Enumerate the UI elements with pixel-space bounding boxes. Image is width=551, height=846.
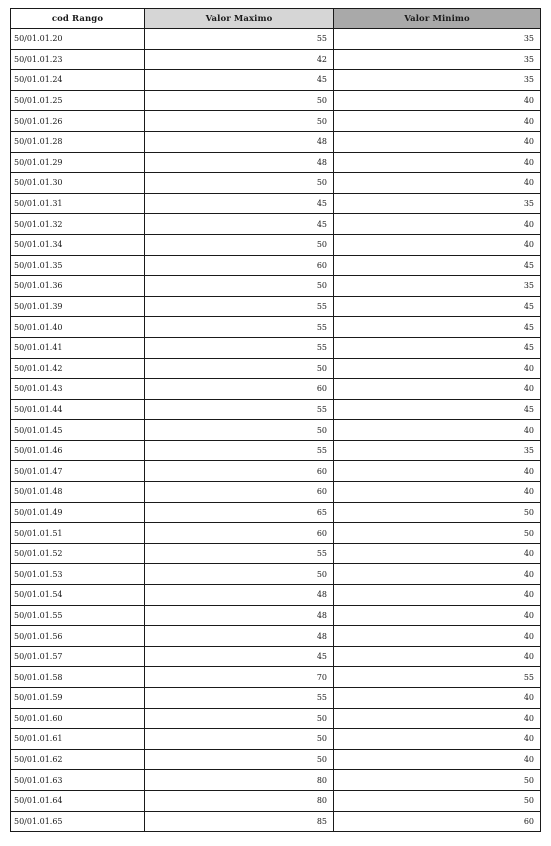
cell-valor-minimo: 50: [334, 790, 541, 811]
cell-valor-minimo: 40: [334, 585, 541, 606]
cell-cod-rango: 50/01.01.57: [11, 646, 145, 667]
table-row: [11, 234, 541, 255]
cell-cod-rango: 50/01.01.46: [11, 440, 145, 461]
cell-valor-minimo: 40: [334, 234, 541, 255]
cell-valor-minimo: 40: [334, 420, 541, 441]
cell-valor-minimo: 40: [334, 543, 541, 564]
cell-valor-minimo: 50: [334, 502, 541, 523]
cell-cod-rango: 50/01.01.20: [11, 29, 145, 50]
cell-valor-minimo: 35: [334, 49, 541, 70]
cell-valor-maximo: 50: [145, 234, 334, 255]
document-page: [10, 8, 540, 832]
table-row: [11, 49, 541, 70]
cell-cod-rango: 50/01.01.23: [11, 49, 145, 70]
cell-valor-maximo: 60: [145, 255, 334, 276]
cell-cod-rango: 50/01.01.58: [11, 667, 145, 688]
cell-valor-minimo: 45: [334, 255, 541, 276]
cell-cod-rango: 50/01.01.30: [11, 173, 145, 194]
cell-valor-maximo: 50: [145, 749, 334, 770]
cell-cod-rango: 50/01.01.39: [11, 296, 145, 317]
table-row: [11, 255, 541, 276]
cell-valor-maximo: 48: [145, 152, 334, 173]
cell-valor-maximo: 45: [145, 70, 334, 91]
cell-cod-rango: 50/01.01.45: [11, 420, 145, 441]
table-row: [11, 29, 541, 50]
cell-valor-minimo: 40: [334, 111, 541, 132]
cell-cod-rango: 50/01.01.63: [11, 770, 145, 791]
cell-valor-maximo: 45: [145, 214, 334, 235]
cell-valor-minimo: 40: [334, 152, 541, 173]
table-row: [11, 90, 541, 111]
table-row: [11, 131, 541, 152]
cell-valor-minimo: 55: [334, 667, 541, 688]
cell-valor-minimo: 40: [334, 214, 541, 235]
table-row: [11, 111, 541, 132]
cell-valor-minimo: 40: [334, 358, 541, 379]
cell-valor-minimo: 40: [334, 131, 541, 152]
cell-cod-rango: 50/01.01.59: [11, 688, 145, 709]
cell-valor-maximo: 50: [145, 708, 334, 729]
cell-valor-minimo: 60: [334, 811, 541, 832]
cell-valor-maximo: 45: [145, 193, 334, 214]
cell-valor-maximo: 55: [145, 29, 334, 50]
cell-valor-minimo: 35: [334, 29, 541, 50]
cell-cod-rango: 50/01.01.52: [11, 543, 145, 564]
table-row: [11, 337, 541, 358]
cell-valor-maximo: 80: [145, 770, 334, 791]
cell-valor-minimo: 40: [334, 688, 541, 709]
cell-valor-maximo: 50: [145, 564, 334, 585]
cell-valor-minimo: 35: [334, 70, 541, 91]
table-row: [11, 688, 541, 709]
cell-valor-maximo: 48: [145, 605, 334, 626]
cell-cod-rango: 50/01.01.36: [11, 276, 145, 297]
table-body: [11, 29, 541, 832]
cell-valor-minimo: 40: [334, 646, 541, 667]
cell-valor-minimo: 50: [334, 770, 541, 791]
cell-cod-rango: 50/01.01.25: [11, 90, 145, 111]
cell-valor-maximo: 48: [145, 585, 334, 606]
cell-cod-rango: 50/01.01.53: [11, 564, 145, 585]
table-row: [11, 440, 541, 461]
cell-cod-rango: 50/01.01.32: [11, 214, 145, 235]
cell-valor-maximo: 70: [145, 667, 334, 688]
table-row: [11, 543, 541, 564]
cell-cod-rango: 50/01.01.34: [11, 234, 145, 255]
cell-cod-rango: 50/01.01.55: [11, 605, 145, 626]
cell-valor-maximo: 55: [145, 399, 334, 420]
cell-cod-rango: 50/01.01.40: [11, 317, 145, 338]
table-row: [11, 790, 541, 811]
cell-cod-rango: 50/01.01.24: [11, 70, 145, 91]
cell-cod-rango: 50/01.01.48: [11, 482, 145, 503]
table-row: [11, 358, 541, 379]
cell-cod-rango: 50/01.01.62: [11, 749, 145, 770]
cell-valor-minimo: 35: [334, 193, 541, 214]
table-row: [11, 482, 541, 503]
cell-valor-maximo: 50: [145, 358, 334, 379]
header-cod-rango: cod Rango: [11, 9, 145, 29]
table-row: [11, 811, 541, 832]
table-row: [11, 749, 541, 770]
cell-valor-minimo: 40: [334, 605, 541, 626]
cell-valor-maximo: 50: [145, 173, 334, 194]
table-row: [11, 646, 541, 667]
cell-cod-rango: 50/01.01.61: [11, 729, 145, 750]
cell-cod-rango: 50/01.01.65: [11, 811, 145, 832]
cell-valor-maximo: 42: [145, 49, 334, 70]
cell-valor-maximo: 85: [145, 811, 334, 832]
cell-valor-minimo: 45: [334, 337, 541, 358]
table-row: [11, 70, 541, 91]
cell-cod-rango: 50/01.01.28: [11, 131, 145, 152]
cell-cod-rango: 50/01.01.49: [11, 502, 145, 523]
cell-valor-minimo: 40: [334, 173, 541, 194]
range-table: [10, 8, 541, 832]
cell-valor-minimo: 40: [334, 729, 541, 750]
cell-cod-rango: 50/01.01.51: [11, 523, 145, 544]
cell-valor-maximo: 60: [145, 523, 334, 544]
cell-valor-maximo: 60: [145, 482, 334, 503]
table-row: [11, 502, 541, 523]
cell-valor-minimo: 40: [334, 626, 541, 647]
table-row: [11, 152, 541, 173]
cell-cod-rango: 50/01.01.56: [11, 626, 145, 647]
cell-valor-minimo: 35: [334, 276, 541, 297]
table-row: [11, 770, 541, 791]
cell-valor-maximo: 50: [145, 729, 334, 750]
cell-cod-rango: 50/01.01.44: [11, 399, 145, 420]
cell-valor-maximo: 55: [145, 337, 334, 358]
cell-valor-minimo: 45: [334, 399, 541, 420]
cell-valor-maximo: 50: [145, 90, 334, 111]
cell-valor-minimo: 40: [334, 708, 541, 729]
table-row: [11, 276, 541, 297]
table-row: [11, 605, 541, 626]
cell-valor-maximo: 48: [145, 131, 334, 152]
cell-valor-maximo: 60: [145, 461, 334, 482]
cell-cod-rango: 50/01.01.60: [11, 708, 145, 729]
cell-valor-maximo: 60: [145, 379, 334, 400]
cell-valor-minimo: 40: [334, 461, 541, 482]
table-header: [11, 9, 541, 29]
table-row: [11, 523, 541, 544]
table-row: [11, 667, 541, 688]
cell-valor-minimo: 45: [334, 296, 541, 317]
cell-cod-rango: 50/01.01.41: [11, 337, 145, 358]
table-row: [11, 564, 541, 585]
cell-valor-minimo: 50: [334, 523, 541, 544]
table-row: [11, 626, 541, 647]
cell-valor-minimo: 40: [334, 379, 541, 400]
cell-cod-rango: 50/01.01.64: [11, 790, 145, 811]
table-row: [11, 461, 541, 482]
cell-cod-rango: 50/01.01.42: [11, 358, 145, 379]
cell-valor-minimo: 45: [334, 317, 541, 338]
table-row: [11, 193, 541, 214]
cell-cod-rango: 50/01.01.29: [11, 152, 145, 173]
table-row: [11, 729, 541, 750]
header-valor-maximo: Valor Maximo: [145, 9, 334, 29]
cell-valor-minimo: 40: [334, 90, 541, 111]
cell-valor-minimo: 40: [334, 482, 541, 503]
table-row: [11, 379, 541, 400]
cell-valor-maximo: 55: [145, 317, 334, 338]
header-row: [11, 9, 541, 29]
cell-valor-maximo: 45: [145, 646, 334, 667]
cell-valor-maximo: 55: [145, 688, 334, 709]
table-row: [11, 585, 541, 606]
cell-valor-maximo: 55: [145, 296, 334, 317]
cell-valor-maximo: 50: [145, 111, 334, 132]
cell-valor-maximo: 80: [145, 790, 334, 811]
table-row: [11, 399, 541, 420]
cell-valor-minimo: 40: [334, 749, 541, 770]
table-row: [11, 173, 541, 194]
table-row: [11, 420, 541, 441]
cell-cod-rango: 50/01.01.47: [11, 461, 145, 482]
cell-valor-maximo: 50: [145, 420, 334, 441]
header-valor-minimo: Valor Minimo: [334, 9, 541, 29]
cell-valor-maximo: 55: [145, 440, 334, 461]
table-row: [11, 296, 541, 317]
cell-valor-minimo: 35: [334, 440, 541, 461]
cell-cod-rango: 50/01.01.35: [11, 255, 145, 276]
cell-cod-rango: 50/01.01.54: [11, 585, 145, 606]
cell-valor-minimo: 40: [334, 564, 541, 585]
table-row: [11, 317, 541, 338]
cell-cod-rango: 50/01.01.31: [11, 193, 145, 214]
cell-valor-maximo: 48: [145, 626, 334, 647]
cell-cod-rango: 50/01.01.43: [11, 379, 145, 400]
cell-valor-maximo: 55: [145, 543, 334, 564]
cell-cod-rango: 50/01.01.26: [11, 111, 145, 132]
cell-valor-maximo: 65: [145, 502, 334, 523]
table-row: [11, 214, 541, 235]
cell-valor-maximo: 50: [145, 276, 334, 297]
table-row: [11, 708, 541, 729]
